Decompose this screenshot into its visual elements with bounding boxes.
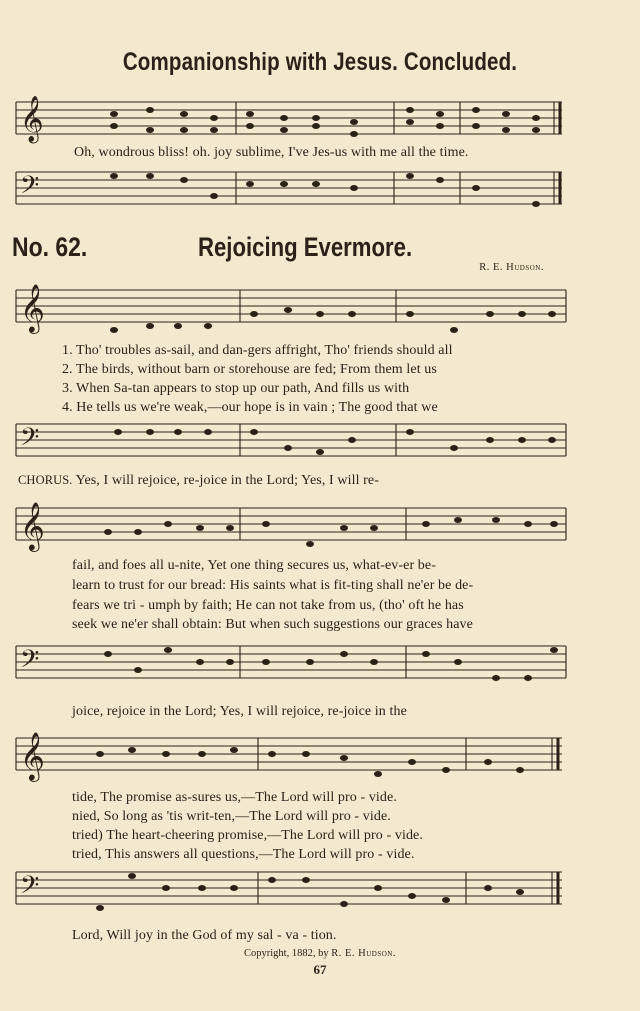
staff-lines bbox=[14, 96, 574, 144]
chorus-line-3: Lord, Will joy in the God of my sal - va - tion. bbox=[72, 928, 337, 943]
svg-text:𝄞: 𝄞 bbox=[20, 96, 44, 142]
hymn-number: No. 62. bbox=[12, 232, 88, 262]
staff-lines bbox=[14, 166, 574, 214]
svg-text:𝄢: 𝄢 bbox=[20, 423, 40, 458]
staff-lines bbox=[14, 282, 574, 342]
treble-staff-system-1 bbox=[14, 282, 574, 342]
copyright-holder: R. E. Hudson. bbox=[331, 948, 396, 959]
staff-lines bbox=[14, 728, 574, 788]
verse-3-line-2: fears we tri - umph by faith; He can not take from us, (tho' oft he has bbox=[72, 598, 464, 613]
bass-staff-system-3 bbox=[14, 866, 574, 922]
copyright bbox=[0, 948, 640, 959]
hymn-author: R. E. Hudson. bbox=[479, 262, 544, 273]
svg-text:𝄢: 𝄢 bbox=[20, 645, 40, 680]
verse-1-line-2: fail, and foes all u-nite, Yet one thing secures us, what-ev-er be- bbox=[72, 558, 436, 573]
page-number: 67 bbox=[313, 962, 327, 977]
svg-text:𝄞: 𝄞 bbox=[20, 731, 45, 780]
verse-3-line-3: tried) The heart-cheering promise,—The Lord will pro - vide. bbox=[72, 828, 423, 843]
bass-staff-system-1 bbox=[14, 418, 574, 474]
hymn-title: Rejoicing Evermore. bbox=[198, 232, 413, 262]
staff-lines bbox=[14, 500, 574, 556]
svg-text:𝄢: 𝄢 bbox=[20, 171, 40, 206]
verse-1-line-3: tide, The promise as-sures us,—The Lord will pro - vide. bbox=[72, 790, 397, 805]
svg-text:𝄢: 𝄢 bbox=[20, 871, 40, 906]
staff-lines bbox=[14, 640, 574, 696]
chorus-label: CHORUS. bbox=[18, 473, 73, 487]
page-title: Companionship with Jesus. Concluded. bbox=[122, 48, 518, 76]
treble-staff-system-3 bbox=[14, 728, 574, 788]
verse-2-line-2: learn to trust for our bread: His saints what is fit-ting shall ne'er be de- bbox=[72, 578, 474, 593]
verse-2-line: 2. The birds, without barn or storehouse are fed; From them let us bbox=[62, 362, 437, 377]
verse-1-line: 1. Tho' troubles as-sail, and dan-gers affright, Tho' friends should all bbox=[62, 343, 453, 358]
chorus-line-1 bbox=[18, 473, 379, 489]
verse-3-line: 3. When Sa-tan appears to stop up our path, And fills us with bbox=[62, 381, 410, 396]
staff-lines bbox=[14, 866, 574, 922]
treble-staff-system-2 bbox=[14, 500, 574, 556]
bass-staff-system-2 bbox=[14, 640, 574, 696]
svg-text:𝄞: 𝄞 bbox=[20, 501, 45, 550]
copyright-prefix: Copyright, 1882, by bbox=[244, 948, 329, 959]
verse-4-line: 4. He tells us we're weak,—our hope is in vain ; The good that we bbox=[62, 400, 438, 415]
chorus-line-2: joice, rejoice in the Lord; Yes, I will rejoice, re-joice in the bbox=[72, 704, 407, 719]
bass-staff-conclusion bbox=[14, 166, 574, 214]
conclusion-lyric-line: Oh, wondrous bliss! oh. joy sublime, I've Jes-us with me all the time. bbox=[74, 145, 469, 160]
svg-text:𝄞: 𝄞 bbox=[20, 283, 45, 332]
chorus-text-1: Yes, I will rejoice, re-joice in the Lord; Yes, I will re- bbox=[75, 473, 380, 488]
verse-4-line-2: seek we ne'er shall obtain: But when such suggestions our graces have bbox=[72, 617, 473, 632]
treble-staff-conclusion bbox=[14, 96, 574, 144]
verse-2-line-3: nied, So long as 'tis writ-ten,—The Lord will pro - vide. bbox=[72, 809, 391, 824]
verse-4-line-3: tried, This answers all questions,—The Lord will pro - vide. bbox=[72, 847, 415, 862]
staff-lines bbox=[14, 418, 574, 474]
